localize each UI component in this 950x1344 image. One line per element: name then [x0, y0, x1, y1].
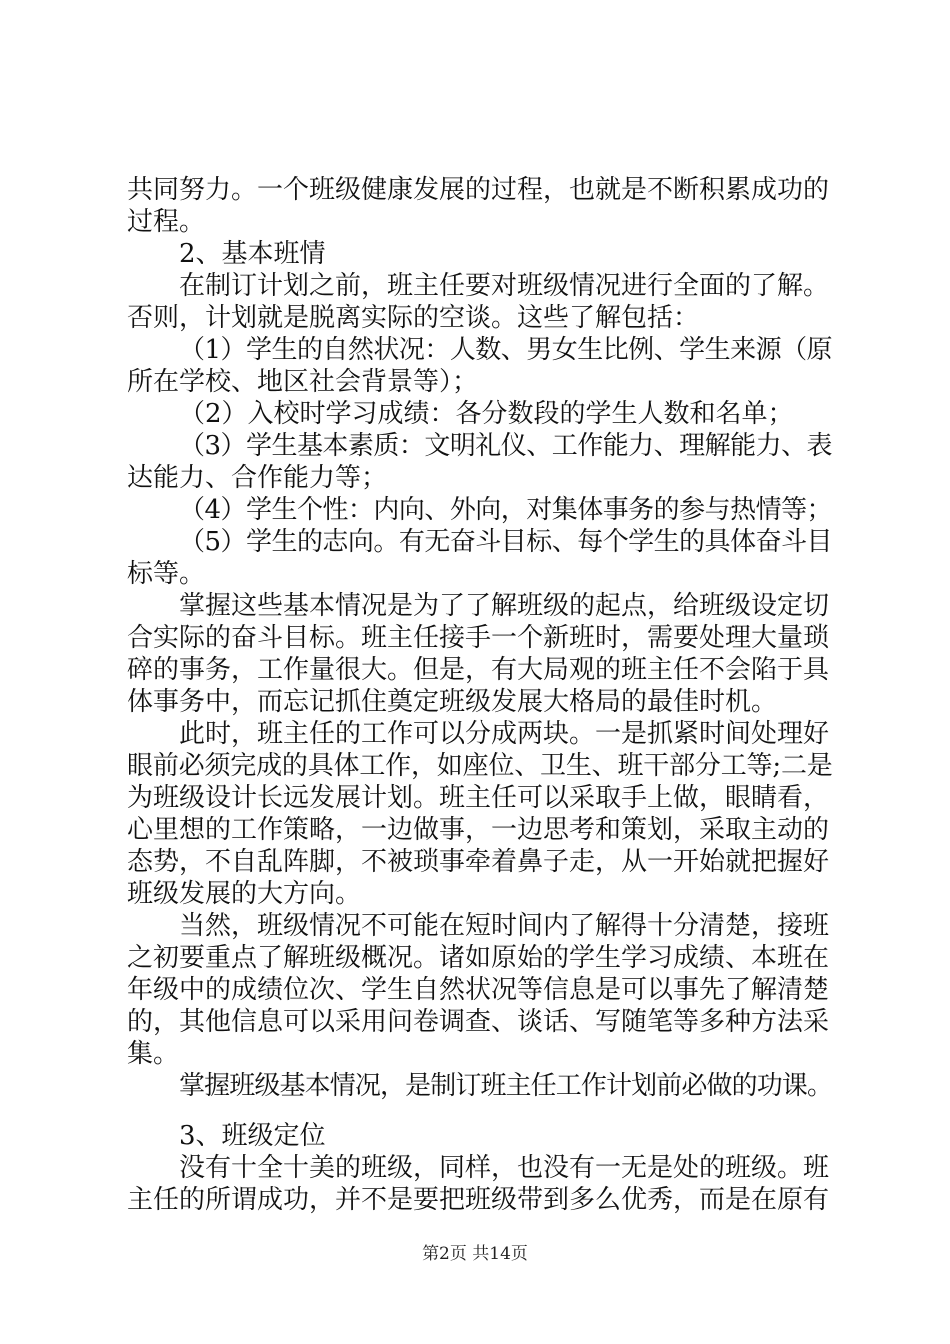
page-footer: 第2页 共14页 [422, 1244, 528, 1264]
text-line: （5）学生的志向。有无奋斗目标、每个学生的具体奋斗目 [179, 527, 833, 557]
text-line: 集。 [127, 1039, 180, 1069]
text-line: 掌握班级基本情况，是制订班主任工作计划前必做的功课。 [179, 1071, 833, 1101]
paragraph-gap [127, 1102, 833, 1120]
text-line: 掌握这些基本情况是为了了解班级的起点，给班级设定切 [179, 591, 830, 621]
text-line: 的，其他信息可以采用问卷调查、谈话、写随笔等多种方法采 [127, 1007, 830, 1037]
text-line: 年级中的成绩位次、学生自然状况等信息是可以事先了解清楚 [127, 975, 830, 1005]
text-line: 主任的所谓成功，并不是要把班级带到多么优秀，而是在原有 [127, 1185, 830, 1215]
text-line: 此时，班主任的工作可以分成两块。一是抓紧时间处理好 [179, 719, 830, 749]
text-line: 为班级设计长远发展计划。班主任可以采取手上做，眼睛看， [127, 783, 830, 813]
text-line: 之初要重点了解班级概况。诸如原始的学生学习成绩、本班在 [127, 943, 830, 973]
text-line: 班级发展的大方向。 [127, 879, 362, 909]
text-line: （2）入校时学习成绩：各分数段的学生人数和名单； [179, 399, 794, 429]
document-body [127, 174, 833, 1216]
text-line: 态势，不自乱阵脚，不被琐事牵着鼻子走，从一开始就把握好 [127, 847, 830, 877]
text-line: （1）学生的自然状况：人数、男女生比例、学生来源（原 [179, 335, 833, 365]
text-line: 碎的事务，工作量很大。但是，有大局观的班主任不会陷于具 [127, 655, 830, 685]
text-line: 眼前必须完成的具体工作，如座位、卫生、班干部分工等;二是 [127, 751, 833, 781]
text-line: 合实际的奋斗目标。班主任接手一个新班时，需要处理大量琐 [127, 623, 830, 653]
text-line: （3）学生基本素质：文明礼仪、工作能力、理解能力、表 [179, 431, 833, 461]
text-line: 共同努力。一个班级健康发展的过程，也就是不断积累成功的 [127, 175, 830, 205]
text-line: 过程。 [127, 207, 206, 237]
text-line: 心里想的工作策略，一边做事，一边思考和策划，采取主动的 [127, 815, 830, 845]
text-line: 所在学校、地区社会背景等）； [127, 367, 479, 397]
text-line: 标等。 [127, 559, 206, 589]
text-line: 否则，计划就是脱离实际的空谈。这些了解包括： [127, 303, 700, 333]
text-line: 达能力、合作能力等； [127, 463, 388, 493]
text-line: 当然，班级情况不可能在短时间内了解得十分清楚，接班 [179, 911, 830, 941]
text-line: 没有十全十美的班级，同样，也没有一无是处的班级。班 [179, 1153, 830, 1183]
text-line: 3、班级定位 [179, 1121, 326, 1151]
text-line: 体事务中，而忘记抓住奠定班级发展大格局的最佳时机。 [127, 687, 778, 717]
text-line: 2、基本班情 [179, 239, 326, 269]
text-line: （4）学生个性：内向、外向，对集体事务的参与热情等； [179, 495, 833, 525]
text-line: 在制订计划之前，班主任要对班级情况进行全面的了解。 [179, 271, 830, 301]
